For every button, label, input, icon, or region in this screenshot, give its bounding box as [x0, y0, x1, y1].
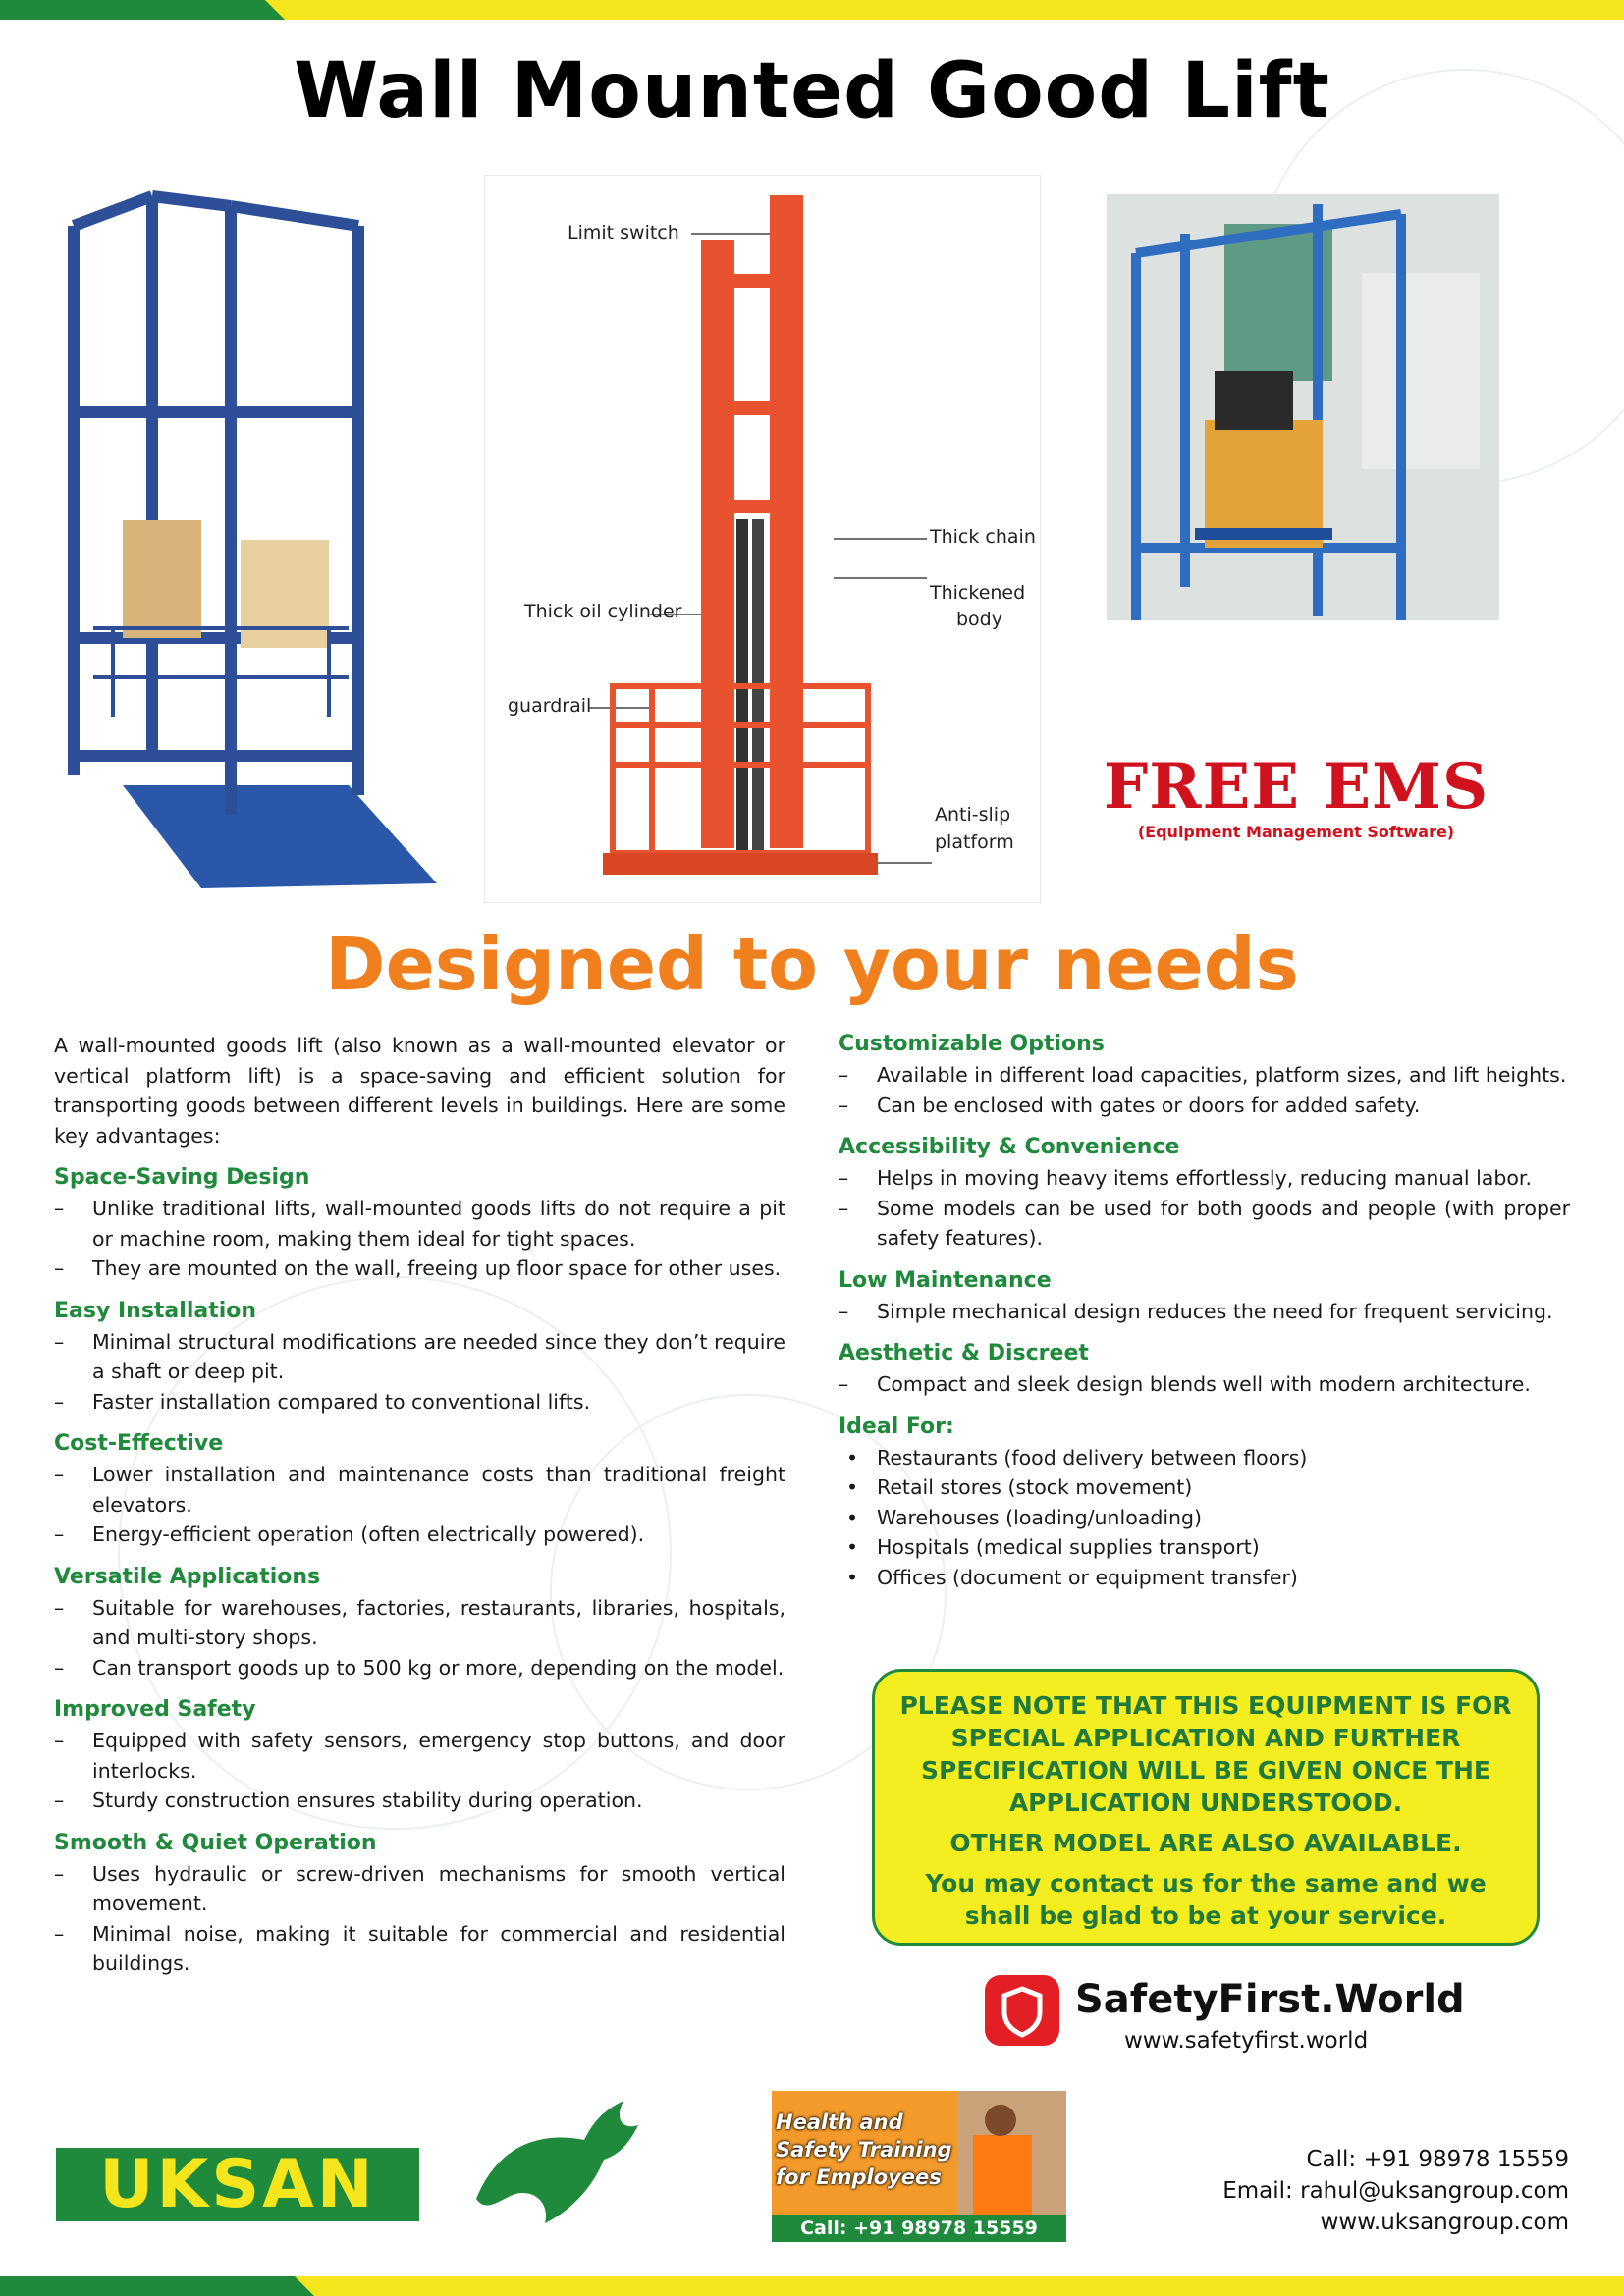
- dash-marker: –: [54, 1861, 65, 1886]
- bullet-marker: •: [846, 1505, 859, 1529]
- dash-marker: –: [54, 1463, 65, 1486]
- list-item: • Retail stores (stock movement): [839, 1472, 1570, 1503]
- list-item: • Restaurants (food delivery between floors): [839, 1443, 1570, 1473]
- contact-website[interactable]: www.uksangroup.com: [1320, 2210, 1569, 2235]
- dash-marker: –: [839, 1299, 849, 1323]
- section-heading: Accessibility & Convenience: [839, 1135, 1180, 1159]
- section-list: [54, 1460, 785, 1550]
- free-ems-subtitle: (Equipment Management Software): [1137, 823, 1455, 841]
- section-heading: Smooth & Quiet Operation: [54, 1830, 377, 1855]
- dash-marker: –: [54, 1595, 65, 1620]
- section-heading: Low Maintenance: [839, 1267, 1052, 1293]
- section-heading: Improved Safety: [54, 1697, 256, 1722]
- safetyfirst-logo[interactable]: [985, 1971, 1465, 2069]
- list-item: • Warehouses (loading/unloading): [839, 1503, 1570, 1533]
- bullet-marker: •: [846, 1475, 859, 1499]
- dash-marker: –: [839, 1093, 849, 1117]
- dash-marker: –: [54, 1921, 65, 1946]
- notice-line-3: You may contact us for the same and we shall be glad to be at your service.: [925, 1869, 1487, 1930]
- dash-marker: –: [839, 1063, 849, 1087]
- list-item: – Equipped with safety sensors, emergency stop buttons, and door interlocks.: [54, 1726, 785, 1786]
- label-thickened-body-line1: Thickened: [930, 582, 1026, 604]
- designed-headline: Designed to your needs: [325, 923, 1299, 1007]
- label-anti-slip-line1: Anti-slip: [935, 804, 1011, 826]
- list-item: • Hospitals (medical supplies transport): [839, 1532, 1570, 1563]
- list-item: – Some models can be used for both goods and people (with proper safety features).: [839, 1194, 1570, 1254]
- label-thickened-body-line2: body: [956, 609, 1002, 630]
- list-item: – Minimal noise, making it suitable for commercial and residential buildings.: [54, 1919, 785, 1979]
- list-item: • Offices (document or equipment transfer): [839, 1563, 1570, 1593]
- installed-lift-photo: [1107, 194, 1499, 620]
- bull-logo-icon: [457, 2091, 653, 2238]
- contact-phone[interactable]: Call: +91 98978 15559: [1306, 2147, 1569, 2172]
- bottom-color-band: [0, 2276, 1624, 2296]
- list-item: – Helps in moving heavy items effortlessly, reducing manual labor.: [839, 1163, 1570, 1194]
- list-item: – Available in different load capacities, platform sizes, and lift heights.: [839, 1060, 1570, 1091]
- section-list: [54, 1593, 785, 1683]
- left-column: [54, 1031, 785, 1979]
- section-heading: Easy Installation: [54, 1298, 257, 1323]
- safetyfirst-name: SafetyFirst.World: [1075, 1977, 1465, 2022]
- list-item: – Can be enclosed with gates or doors for added safety.: [839, 1091, 1570, 1121]
- dash-marker: –: [54, 1655, 65, 1680]
- dash-marker: –: [54, 1389, 65, 1414]
- list-item: – Lower installation and maintenance costs than traditional freight elevators.: [54, 1460, 785, 1520]
- section-list: [839, 1163, 1570, 1254]
- list-item: – Can transport goods up to 500 kg or more, depending on the model.: [54, 1653, 785, 1683]
- ideal-for-heading: Ideal For:: [839, 1414, 954, 1439]
- contact-email[interactable]: Email: rahul@uksangroup.com: [1222, 2178, 1569, 2204]
- list-item: – Suitable for warehouses, factories, restaurants, libraries, hospitals, and multi-story shops.: [54, 1593, 785, 1653]
- label-guardrail: guardrail: [508, 695, 592, 717]
- shield-icon: [985, 1975, 1059, 2046]
- section-list: [54, 1194, 785, 1284]
- section-list: [839, 1297, 1570, 1327]
- notice-line-2: OTHER MODEL ARE ALSO AVAILABLE.: [949, 1829, 1462, 1857]
- intro-paragraph: A wall-mounted goods lift (also known as a wall-mounted elevator or vertical platform lift) is a space-saving and efficient solution for transporting goods between different levels in buildings. Here are some key advantages:: [54, 1034, 785, 1148]
- bullet-marker: •: [846, 1445, 859, 1469]
- ideal-for-list: [839, 1443, 1570, 1593]
- list-item: – Minimal structural modifications are needed since they don’t require a shaft or deep pit.: [54, 1327, 785, 1387]
- dash-marker: –: [839, 1372, 849, 1396]
- bullet-marker: •: [846, 1535, 859, 1559]
- dash-marker: –: [839, 1166, 849, 1190]
- list-item: – Simple mechanical design reduces the need for frequent servicing.: [839, 1297, 1570, 1327]
- section-heading: Versatile Applications: [54, 1564, 321, 1589]
- list-item: – Energy-efficient operation (often electrically powered).: [54, 1520, 785, 1550]
- section-heading: Aesthetic & Discreet: [839, 1341, 1089, 1365]
- section-list: [54, 1726, 785, 1816]
- dash-marker: –: [839, 1196, 849, 1220]
- label-anti-slip-line2: platform: [935, 831, 1014, 853]
- section-list: [54, 1327, 785, 1417]
- section-list: [54, 1859, 785, 1979]
- section-list: [839, 1369, 1570, 1400]
- label-thick-chain: Thick chain: [930, 526, 1036, 548]
- list-item: – Unlike traditional lifts, wall-mounted goods lifts do not require a pit or machine room, making them ideal for tight spaces.: [54, 1194, 785, 1254]
- dash-marker: –: [54, 1729, 65, 1752]
- uksan-logo: UKSAN: [56, 2148, 419, 2221]
- list-item: – They are mounted on the wall, freeing up floor space for other uses.: [54, 1254, 785, 1284]
- training-banner[interactable]: [772, 2091, 1066, 2242]
- training-text: Health and Safety Training for Employees: [776, 2110, 952, 2189]
- notice-line-1: PLEASE NOTE THAT THIS EQUIPMENT IS FOR SPECIAL APPLICATION AND FURTHER SPECIFICATION WILL BE GIVEN ONCE THE APPLICATION UNDERSTOOD.: [899, 1691, 1512, 1817]
- section-heading: Space-Saving Design: [54, 1165, 310, 1190]
- dash-marker: –: [54, 1197, 65, 1220]
- dash-marker: –: [54, 1256, 65, 1280]
- section-heading: Cost-Effective: [54, 1431, 224, 1456]
- safetyfirst-url[interactable]: www.safetyfirst.world: [1124, 2028, 1369, 2054]
- dash-marker: –: [54, 1329, 65, 1354]
- notice-box: [872, 1669, 1540, 1946]
- bullet-marker: •: [846, 1565, 859, 1589]
- free-ems-title: FREE EMS: [1103, 750, 1489, 824]
- contact-block: [1222, 2144, 1569, 2238]
- training-call-bar[interactable]: Call: +91 98978 15559: [772, 2215, 1066, 2242]
- list-item: – Uses hydraulic or screw-driven mechanisms for smooth vertical movement.: [54, 1859, 785, 1919]
- list-item: – Compact and sleek design blends well with modern architecture.: [839, 1369, 1570, 1400]
- list-item: – Faster installation compared to conventional lifts.: [54, 1387, 785, 1417]
- section-heading: Customizable Options: [839, 1032, 1105, 1056]
- list-item: – Sturdy construction ensures stability during operation.: [54, 1786, 785, 1816]
- label-limit-switch: Limit switch: [568, 222, 679, 243]
- top-color-band: [0, 0, 1624, 20]
- right-column: [839, 1017, 1570, 1592]
- free-ems-badge: [1090, 752, 1502, 841]
- blue-lift-photo: [54, 167, 466, 893]
- section-list: [839, 1060, 1570, 1120]
- label-thick-oil-cylinder: Thick oil cylinder: [524, 601, 682, 622]
- dash-marker: –: [54, 1789, 65, 1812]
- dash-marker: –: [54, 1522, 65, 1546]
- page-title: Wall Mounted Good Lift: [294, 47, 1330, 135]
